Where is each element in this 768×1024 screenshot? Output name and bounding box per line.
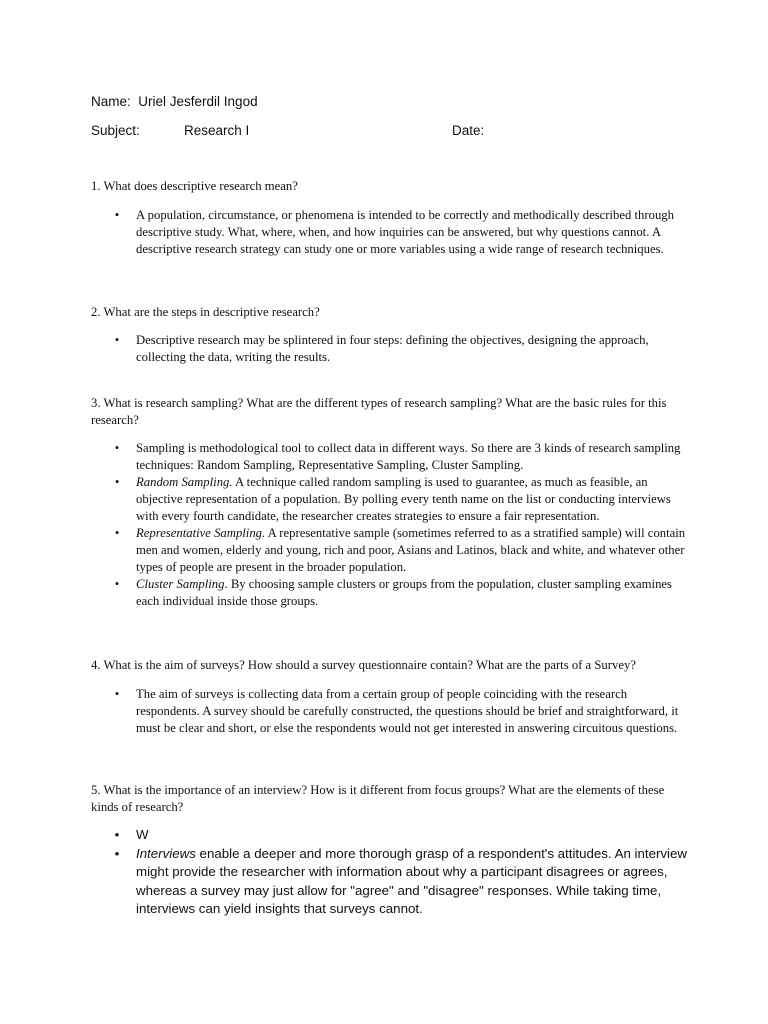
list-item — [91, 332, 691, 366]
answer-text: Sampling is methodological tool to collect data in different ways. So there are 3 kinds of research sampling techniques: Random Sampling, Representative Sampling, Cluster Sampling. — [136, 441, 681, 472]
name-line — [91, 93, 258, 111]
question-2: 2. What are the steps in descriptive research? — [91, 305, 320, 319]
list-item — [91, 525, 691, 576]
term-representative-sampling: Representative Sampling. — [136, 526, 266, 540]
bullet-icon — [112, 845, 122, 864]
answer-text: A population, circumstance, or phenomena is intended to be correctly and methodically described through descriptive study. What, where, when, and how inquiries can be answered, but why questions cannot. A descriptive research strategy can study one or more variables using a wide range of research techniques. — [136, 208, 674, 256]
answer-text: . By choosing sample clusters or groups from the population, cluster sampling examines each individual inside those groups. — [136, 577, 672, 608]
answer-list-2 — [91, 332, 691, 366]
answer-text: Descriptive research may be splintered in four steps: defining the objectives, designing the approach, collecting the data, writing the results. — [136, 333, 649, 364]
list-item — [91, 474, 691, 525]
date-label: Date: — [452, 123, 485, 138]
subject-line — [91, 122, 711, 140]
list-item — [91, 440, 691, 474]
question-1: 1. What does descriptive research mean? — [91, 179, 298, 193]
answer-text: A representative sample (sometimes referred to as a stratified sample) will contain men and women, elderly and young, rich and poor, Asians and Latinos, black and white, and whatever other types of people are present in the broader population. — [136, 526, 686, 574]
bullet-icon — [112, 474, 122, 491]
bullet-icon — [112, 525, 122, 542]
question-4: 4. What is the aim of surveys? How should a survey questionnaire contain? What are the parts of a Survey? — [91, 658, 636, 672]
list-item — [91, 576, 691, 610]
bullet-icon — [112, 207, 122, 224]
subject-value: Research I — [184, 123, 250, 138]
answer-text: A technique called random sampling is used to guarantee, as much as feasible, an objective representation of a population. By polling every tenth name on the list or conducting interviews with every fourth candidate, the researcher creates strategies to ensure a fair representation. — [136, 475, 671, 523]
list-item — [91, 207, 691, 258]
answer-text: The aim of surveys is collecting data from a certain group of people coinciding with the research respondents. A survey should be carefully constructed, the questions should be brief and straightforward, it must be clear and short, or else the respondents would not get interested in answering circuitous questions. — [136, 687, 679, 735]
question-5: 5. What is the importance of an interview? How is it different from focus groups? What are the elements of these kinds of research? — [91, 783, 665, 814]
answer-text: enable a deeper and more thorough grasp of a respondent's attitudes. An interview might provide the researcher with information about why a participant disagrees or agrees, whereas a survey may just allow for "agree" and "disagree" responses. While taking time, interviews can yield insights that surveys cannot. — [136, 845, 688, 916]
term-random-sampling: Random Sampling. — [136, 475, 233, 489]
list-item — [91, 845, 691, 919]
name-label: Name: — [91, 94, 131, 109]
bullet-icon — [112, 826, 122, 845]
answer-list-4 — [91, 686, 691, 737]
subject-label: Subject: — [91, 123, 140, 138]
answer-text: W — [136, 827, 149, 842]
list-item — [91, 686, 691, 737]
answer-list-1 — [91, 207, 691, 258]
name-value: Uriel Jesferdil Ingod — [138, 94, 258, 109]
answer-list-3 — [91, 440, 691, 610]
term-cluster-sampling: Cluster Sampling — [136, 577, 225, 591]
bullet-icon — [112, 332, 122, 349]
bullet-icon — [112, 576, 122, 593]
bullet-icon — [112, 686, 122, 703]
term-interviews: Interviews — [136, 845, 196, 861]
answer-list-5 — [91, 826, 691, 919]
list-item — [91, 826, 691, 845]
bullet-icon — [112, 440, 122, 457]
question-3: 3. What is research sampling? What are the different types of research sampling? What are the basic rules for this research? — [91, 396, 667, 427]
